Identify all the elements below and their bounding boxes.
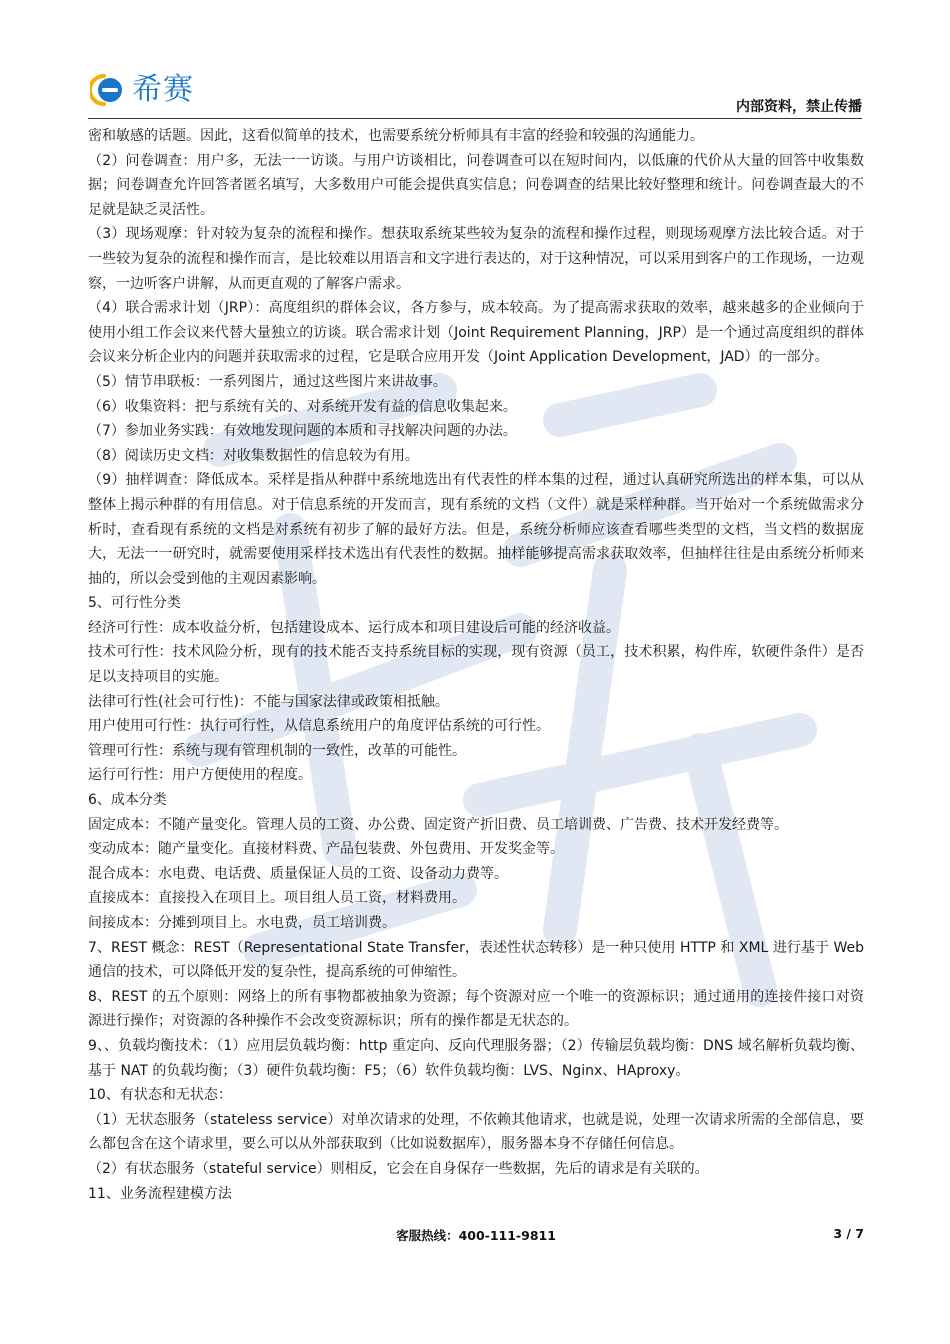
- logo-text: 希赛: [132, 72, 194, 107]
- paragraph: （2）有状态服务（stateful service）则相反，它会在自身保存一些数据，先后的请求是有关联的。: [88, 1160, 709, 1177]
- paragraph: 技术可行性：技术风险分析，现有的技术能否支持系统目标的实现，现有资源（员工，技术积累，构件库，软硬件条件）是否足以支持项目的实施。: [88, 644, 864, 686]
- page-header: [88, 62, 862, 120]
- paragraph: 用户使用可行性：执行可行性，从信息系统用户的角度评估系统的可行性。: [88, 718, 550, 735]
- paragraph: （4）联合需求计划（JRP）：高度组织的群体会议，各方参与，成本较高。为了提高需求获取的效率，越来越多的企业倾向于使用小组工作会议来代替大量独立的访谈。联合需求计划（Joint Requirement Planning，JRP）是一个通过高度组织的群体会议来分析企业内的问题并获取需求的过程，它是联合应用开发（Joint Application Development，JAD）的一部分。: [88, 300, 864, 366]
- paragraph: 密和敏感的话题。因此，这看似简单的技术，也需要系统分析师具有丰富的经验和较强的沟通能力。: [88, 128, 704, 144]
- paragraph: 变动成本：随产量变化。直接材料费、产品包装费、外包费用、开发奖金等。: [88, 841, 564, 858]
- xisai-logo-icon: [90, 72, 126, 108]
- paragraph: （5）情节串联板：一系列图片，通过这些图片来讲故事。: [88, 373, 447, 390]
- header-note: 内部资料，禁止传播: [736, 99, 862, 115]
- paragraph: （9）抽样调查：降低成本。采样是指从种群中系统地选出有代表性的样本集的过程，通过认真研究所选出的样本集，可以从整体上揭示种群的有用信息。对于信息系统的开发而言，现有系统的文档（文件）就是采样种群。当开始对一个系统做需求分析时，查看现有系统的文档是对系统有初步了解的最好方法。但是，系统分析师应该查看哪些类型的文档，当文档的数据庞大，无法一一研究时，就需要使用采样技术选出有代表性的数据。抽样能够提高需求获取效率，但抽样往往是由系统分析师来抽的，所以会受到他的主观因素影响。: [88, 472, 864, 587]
- paragraph: 法律可行性(社会可行性)：不能与国家法律或政策相抵触。: [88, 693, 449, 710]
- page-footer: [88, 1226, 864, 1246]
- section-heading: 6、成本分类: [88, 792, 167, 809]
- paragraph: （1）无状态服务（stateless service）对单次请求的处理，不依赖其他请求，也就是说，处理一次请求所需的全部信息，要么都包含在这个请求里，要么可以从外部获取到（比如说数据库），服务器本身不存储任何信息。: [88, 1111, 864, 1153]
- paragraph: 间接成本：分摊到项目上。水电费，员工培训费。: [88, 915, 396, 931]
- paragraph: 混合成本：水电费、电话费、质量保证人员的工资、设备动力费等。: [88, 865, 508, 882]
- document-body: [88, 124, 864, 1206]
- paragraph: （2）问卷调查：用户多，无法一一访谈。与用户访谈相比，问卷调查可以在短时间内，以低廉的代价从大量的回答中收集数据；问卷调查允许回答者匿名填写，大多数用户可能会提供真实信息；问卷调查的结果比较好整理和统计。问卷调查最大的不足就是缺乏灵活性。: [88, 152, 864, 218]
- paragraph: 管理可行性：系统与现有管理机制的一致性，改革的可能性。: [88, 742, 466, 759]
- header-divider: [88, 118, 862, 119]
- paragraph: （7）参加业务实践：有效地发现问题的本质和寻找解决问题的办法。: [88, 423, 517, 440]
- paragraph: （6）收集资料：把与系统有关的、对系统开发有益的信息收集起来。: [88, 398, 517, 415]
- paragraph: （8）阅读历史文档：对收集数据性的信息较为有用。: [88, 447, 419, 464]
- paragraph: 经济可行性：成本收益分析，包括建设成本、运行成本和项目建设后可能的经济收益。: [88, 619, 620, 636]
- paragraph: 直接成本：直接投入在项目上。项目组人员工资，材料费用。: [88, 890, 466, 907]
- paragraph: 8、REST 的五个原则：网络上的所有事物都被抽象为资源；每个资源对应一个唯一的资源标识；通过通用的连接件接口对资源进行操作；对资源的各种操作不会改变资源标识；所有的操作都是无状态的。: [88, 988, 864, 1030]
- section-heading: 5、可行性分类: [88, 595, 181, 612]
- section-heading: 10、有状态和无状态：: [88, 1087, 232, 1104]
- page-number: 3 / 7: [833, 1226, 864, 1241]
- paragraph: 9、、负载均衡技术：（1）应用层负载均衡：http 重定向、反向代理服务器；（2）传输层负载均衡：DNS 域名解析负载均衡、基于 NAT 的负载均衡；（3）硬件负载均衡：F5；（6）软件负载均衡：LVS、Nginx、HAproxy。: [88, 1037, 864, 1079]
- paragraph: （3）现场观摩：针对较为复杂的流程和操作。想获取系统某些较为复杂的流程和操作过程，则现场观摩方法比较合适。对于一些较为复杂的流程和操作而言，是比较难以用语言和文字进行表达的，对于这种情况，可以采用到客户的工作现场，一边观察，一边听客户讲解，从而更直观的了解客户需求。: [88, 226, 864, 292]
- paragraph: 7、REST 概念：REST（Representational State Transfer，表述性状态转移）是一种只使用 HTTP 和 XML 进行基于 Web 通信的技术，可以降低开发的复杂性，提高系统的可伸缩性。: [88, 939, 864, 981]
- section-heading: 11、业务流程建模方法: [88, 1185, 232, 1202]
- logo: [90, 70, 194, 110]
- paragraph: 固定成本：不随产量变化。管理人员的工资、办公费、固定资产折旧费、员工培训费、广告费、技术开发经费等。: [88, 816, 788, 833]
- footer-hotline: 客服热线：400-111-9811: [396, 1228, 556, 1243]
- paragraph: 运行可行性：用户方便使用的程度。: [88, 767, 312, 784]
